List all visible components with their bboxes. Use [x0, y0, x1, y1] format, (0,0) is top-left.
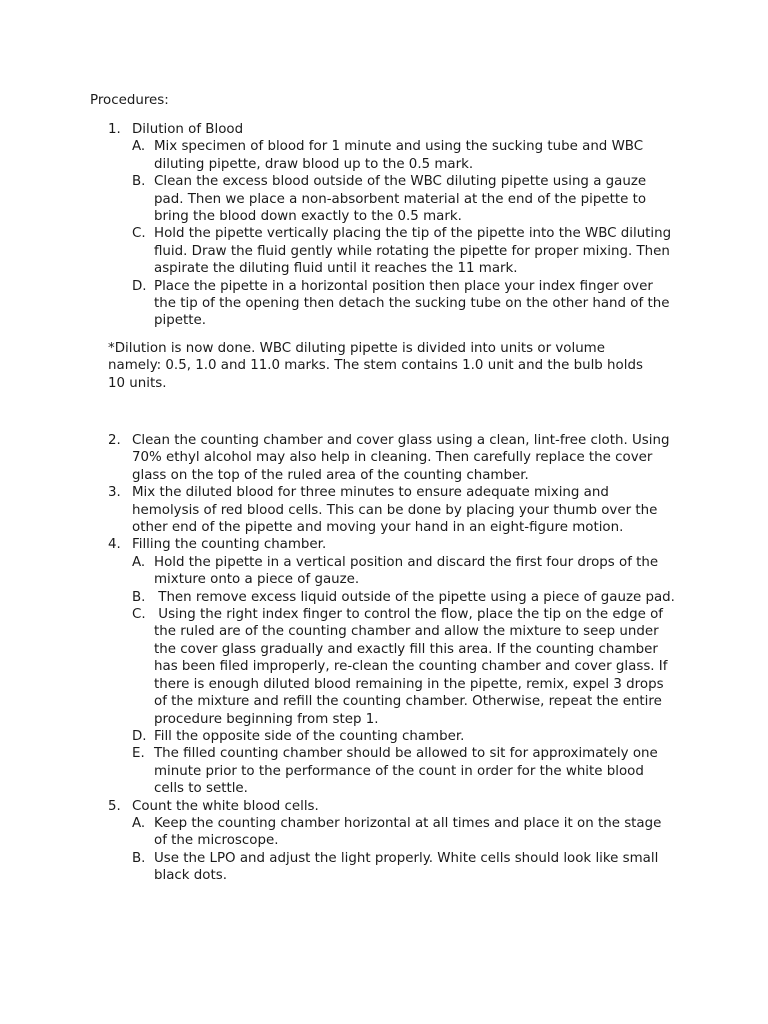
- step-text: Mix specimen of blood for 1 minute and using the sucking tube and WBC diluting pipette, draw blood up to the 0.5 mark.: [154, 139, 644, 172]
- step-text: Clean the excess blood outside of the WBC diluting pipette using a gauze pad. Then we place a non-absorbent material at the end of the pipette to bring the blood down exactly to the 0.5 mark.: [154, 174, 647, 225]
- step-text: The filled counting chamber should be allowed to sit for approximately one minute prior to the performance of the count in order for the white blood cells to settle.: [154, 746, 658, 797]
- section-1-title: Dilution of Blood: [132, 122, 244, 137]
- step-letter: A.: [132, 554, 146, 570]
- dilution-note: *Dilution is now done. WBC diluting pipette is divided into units or volume namely: 0.5, 1.0 and 11.0 marks. The stem contains 1.0 unit and the bulb holds 10 units.: [108, 341, 643, 391]
- section-5-step-a: [0, 815, 768, 850]
- sections-2-5: [0, 432, 768, 885]
- section-1-step-b: [0, 173, 768, 225]
- step-letter: A.: [132, 815, 146, 831]
- section-4-title: Filling the counting chamber.: [132, 537, 327, 553]
- section-1-step-d: [0, 278, 768, 330]
- procedures-heading: Procedures:: [90, 93, 169, 108]
- section-3-number: 3.: [108, 485, 121, 501]
- step-letter: C.: [132, 226, 146, 242]
- step-letter: B.: [132, 589, 146, 605]
- section-4-title-row: [0, 536, 768, 553]
- section-2-number: 2.: [108, 433, 121, 448]
- section-5-title: Count the white blood cells.: [132, 798, 319, 814]
- section-2: [0, 432, 768, 484]
- step-letter: B.: [132, 850, 146, 866]
- section-5-step-b: [0, 850, 768, 885]
- step-letter: D.: [132, 728, 147, 744]
- step-text: Using the right index finger to control the flow, place the tip on the edge of the ruled are of the counting chamber and allow the mixture to seep under the cover glass gradually and exactly fill this area. If the counting chamber has been filed improperly, re-clean the counting chamber and cover glass. If there is enough diluted blood remaining in the pipette, remix, expel 3 drops of the mixture and refill the counting chamber. Otherwise, repeat the entire procedure beginning from step 1.: [154, 607, 672, 727]
- section-1: [0, 121, 768, 330]
- step-text: Fill the opposite side of the counting chamber.: [154, 728, 465, 744]
- section-5-title-row: [0, 798, 768, 815]
- step-text: Place the pipette in a horizontal position then place your index finger over the tip of the opening then detach the sucking tube on the other hand of the pipette.: [154, 278, 670, 329]
- step-letter: E.: [132, 746, 145, 762]
- section-1-number: 1.: [108, 122, 121, 137]
- section-4-step-a: [0, 554, 768, 589]
- section-4-step-d: [0, 728, 768, 745]
- step-letter: D.: [132, 278, 147, 294]
- section-1-step-a: [0, 138, 768, 173]
- section-3-text: Mix the diluted blood for three minutes to ensure adequate mixing and hemolysis of red blood cells. This can be done by placing your thumb over the other end of the pipette and moving your hand in an eight-figure motion.: [132, 485, 658, 536]
- section-1-step-c: [0, 225, 768, 277]
- step-letter: B.: [132, 174, 146, 190]
- section-5-number: 5.: [108, 798, 121, 814]
- section-4-number: 4.: [108, 537, 121, 553]
- step-text: Use the LPO and adjust the light properly. White cells should look like small black dots.: [154, 850, 659, 884]
- step-text: Hold the pipette in a vertical position and discard the first four drops of the mixture onto a piece of gauze.: [154, 554, 659, 588]
- section-2-text: Clean the counting chamber and cover glass using a clean, lint-free cloth. Using 70% ethyl alcohol may also help in cleaning. Then carefully replace the cover glass on the top of the ruled area of the counting chamber.: [132, 433, 670, 483]
- section-1-title-row: [0, 121, 768, 138]
- section-3: [0, 484, 768, 536]
- step-text: Hold the pipette vertically placing the tip of the pipette into the WBC diluting fluid. Draw the fluid gently while rotating the pipette for proper mixing. Then aspirate the diluting fluid until it reaches the 11 mark.: [154, 226, 672, 277]
- step-letter: A.: [132, 139, 146, 155]
- section-4-step-e: [0, 745, 768, 797]
- section-4-step-c: [0, 606, 768, 728]
- step-text: Then remove excess liquid outside of the pipette using a piece of gauze pad.: [154, 589, 675, 605]
- step-letter: C.: [132, 607, 146, 623]
- step-text: Keep the counting chamber horizontal at all times and place it on the stage of the microscope.: [154, 815, 662, 849]
- section-4-step-b: [0, 589, 768, 606]
